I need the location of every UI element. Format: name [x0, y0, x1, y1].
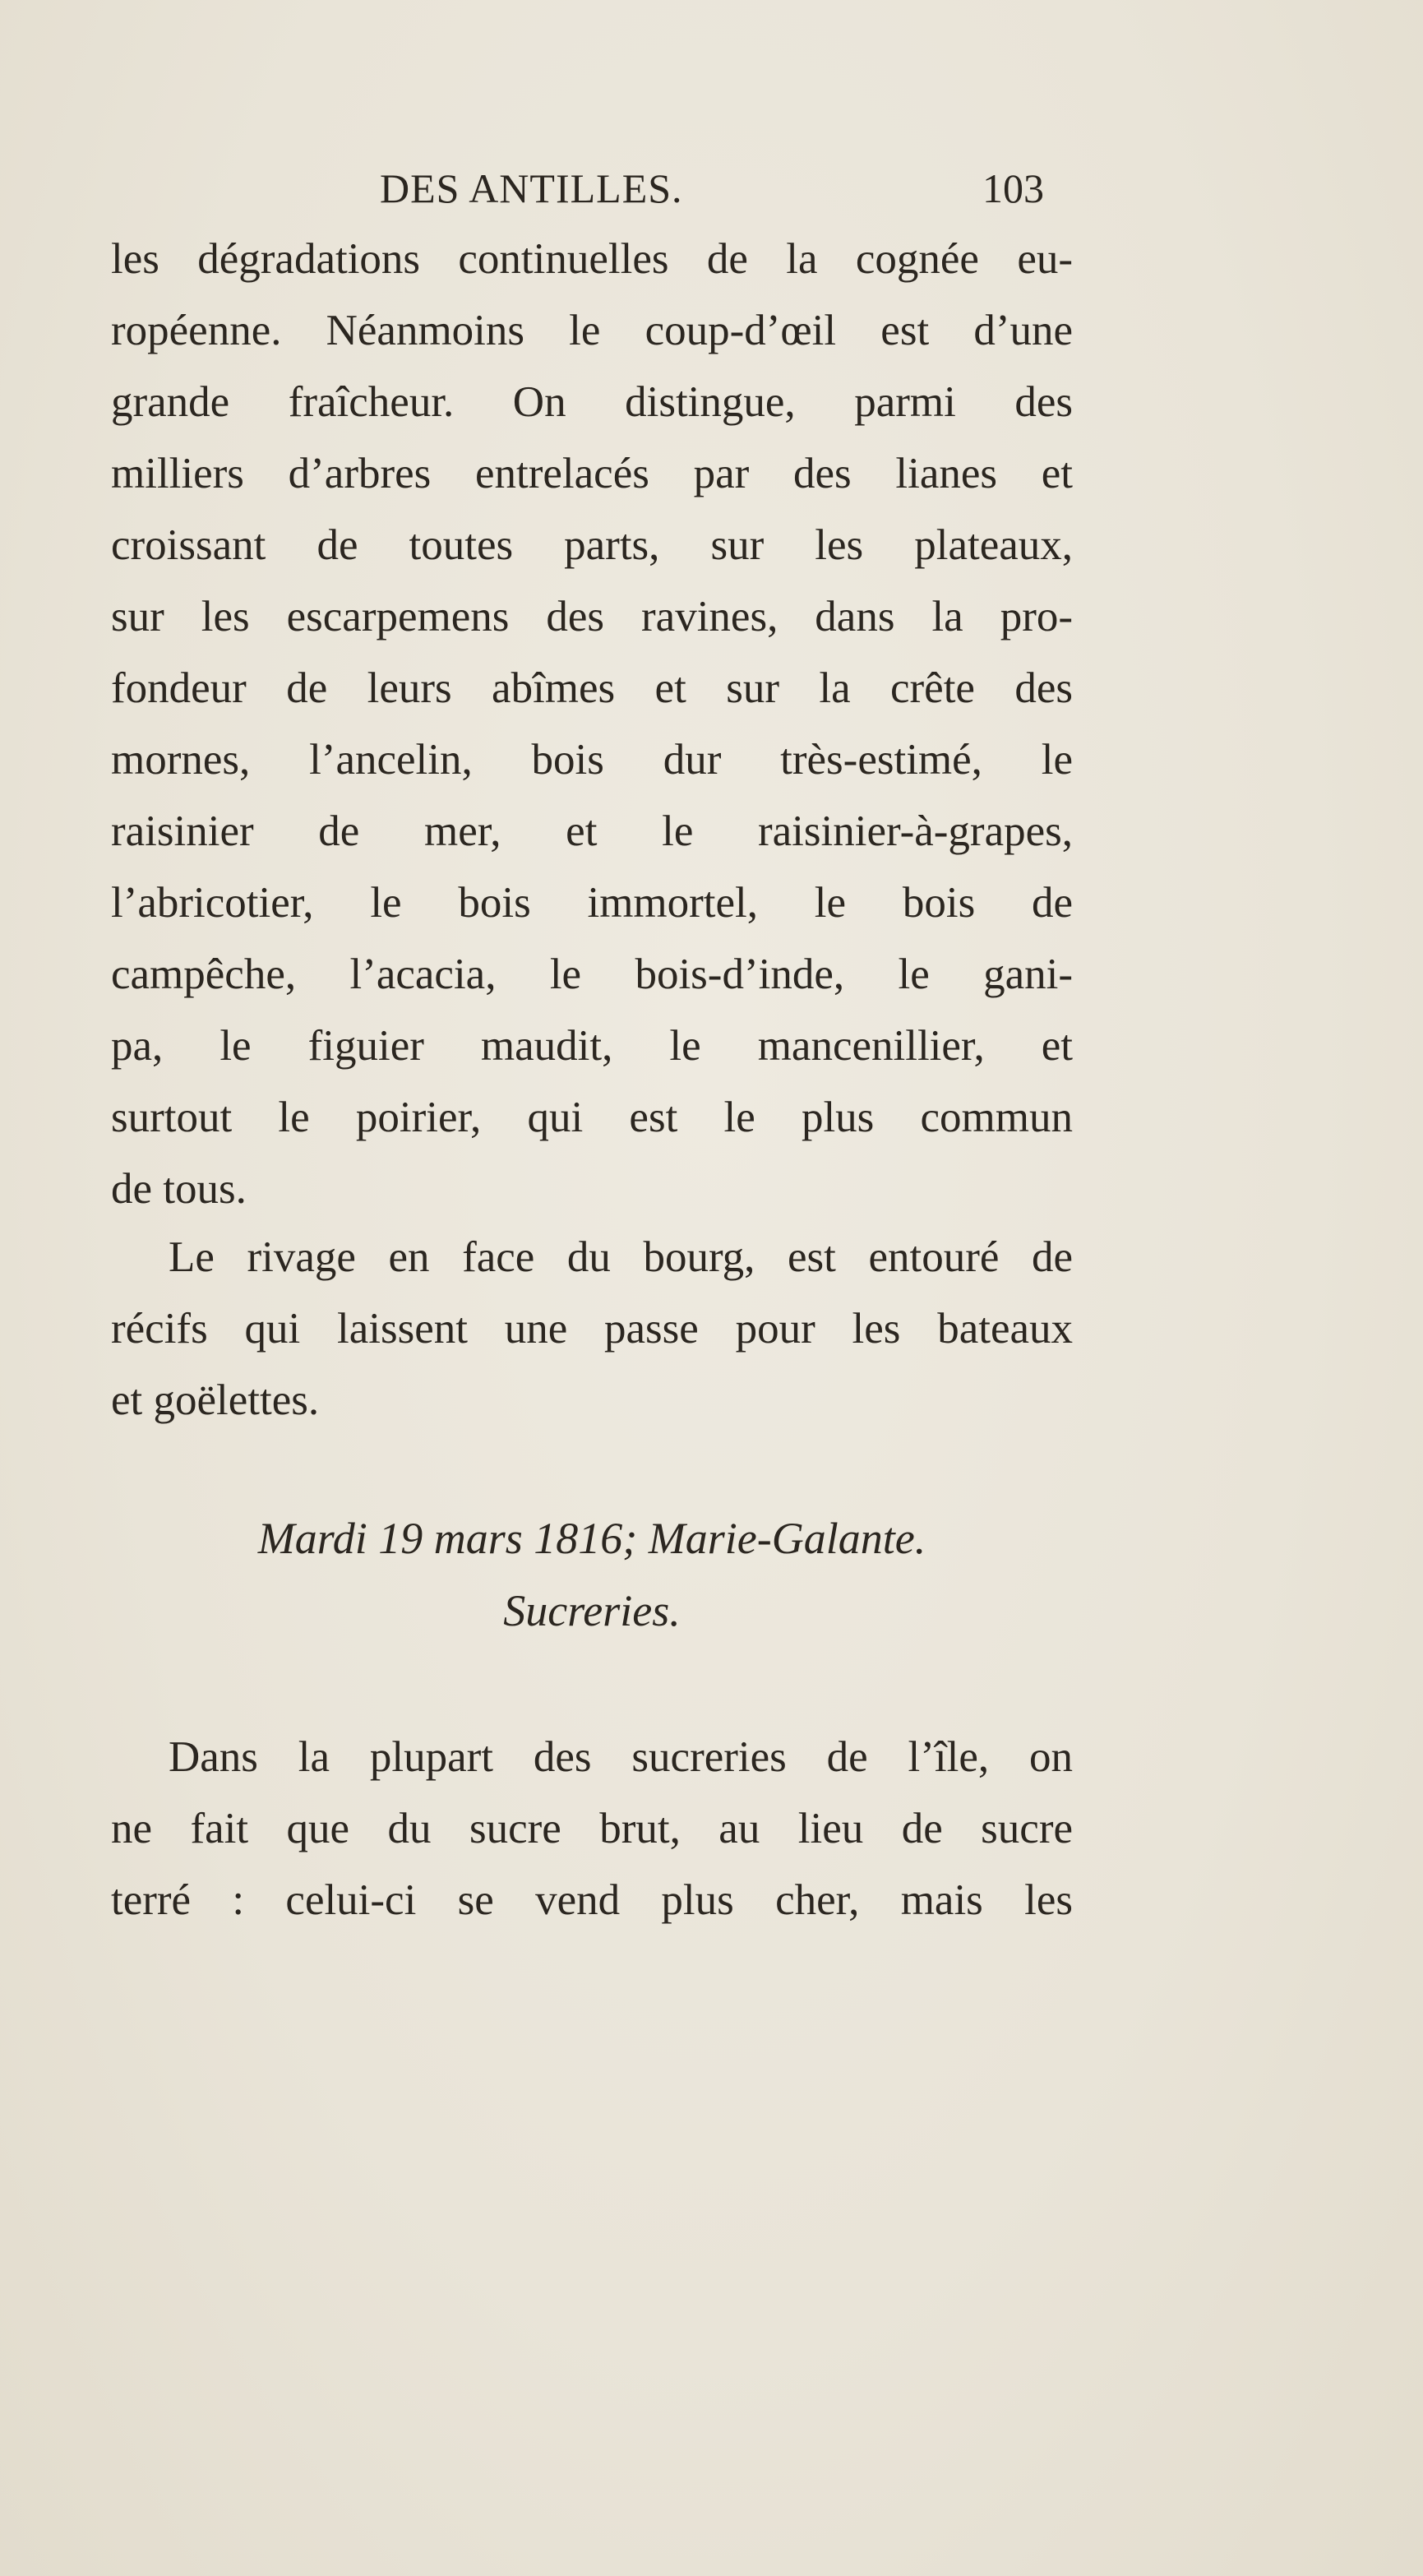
- text-line: récifs qui laissent une passe pour les bateaux: [111, 1305, 1073, 1353]
- text-line: croissant de toutes parts, sur les plateaux,: [111, 521, 1073, 569]
- paragraph-sugar: [111, 1722, 1073, 1936]
- text-line: ropéenne. Néanmoins le coup-d’œil est d’une: [111, 307, 1073, 354]
- text-line: sur les escarpemens des ravines, dans la pro-: [111, 593, 1073, 641]
- text-line: grande fraîcheur. On distingue, parmi des: [111, 378, 1073, 426]
- text-line: Dans la plupart des sucreries de l’île, on: [169, 1733, 1073, 1781]
- paragraph-trees: [111, 224, 1073, 1225]
- running-title: DES ANTILLES.: [380, 165, 683, 211]
- text-line: les dégradations continuelles de la cognée eu-: [111, 235, 1073, 283]
- section-heading-date: Mardi 19 mars 1816; Marie-Galante.: [257, 1514, 926, 1563]
- text-line: raisinier de mer, et le raisinier-à-grapes,: [111, 807, 1073, 855]
- text-line: milliers d’arbres entrelacés par des lianes et: [111, 450, 1073, 497]
- text-line: de tous.: [111, 1165, 247, 1213]
- text-line: l’abricotier, le bois immortel, le bois de: [111, 879, 1073, 927]
- running-header: [0, 164, 1423, 222]
- text-line: Le rivage en face du bourg, est entouré de: [169, 1233, 1073, 1281]
- section-heading-topic: Sucreries.: [503, 1586, 681, 1635]
- paragraph-shore: [111, 1222, 1073, 1436]
- text-line: mornes, l’ancelin, bois dur très-estimé, le: [111, 736, 1073, 784]
- text-line: et goëlettes.: [111, 1376, 320, 1424]
- text-line: surtout le poirier, qui est le plus commun: [111, 1094, 1073, 1141]
- text-line: pa, le figuier maudit, le mancenillier, et: [111, 1022, 1073, 1070]
- page-number: 103: [982, 165, 1044, 211]
- text-line: ne fait que du sucre brut, au lieu de sucre: [111, 1805, 1073, 1852]
- text-line: fondeur de leurs abîmes et sur la crête des: [111, 664, 1073, 712]
- text-line: campêche, l’acacia, le bois-d’inde, le gani-: [111, 950, 1073, 998]
- text-line: terré : celui-ci se vend plus cher, mais les: [111, 1876, 1073, 1924]
